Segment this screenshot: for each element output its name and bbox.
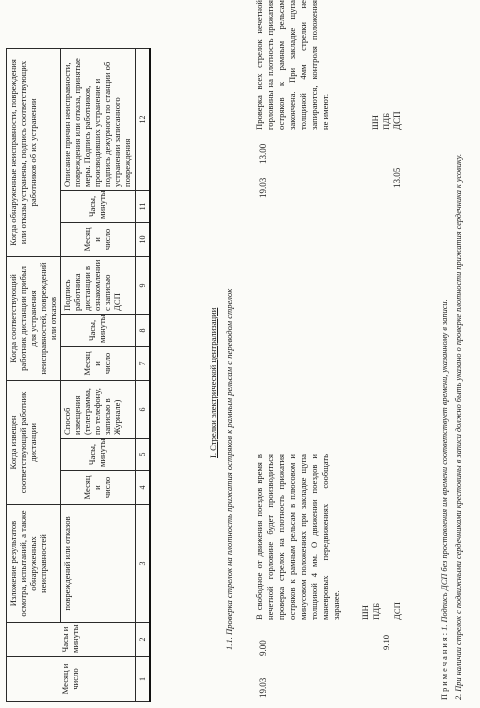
done-time: 13.00 bbox=[258, 143, 268, 164]
entry-date: 19.03 bbox=[258, 677, 268, 698]
signature-shn: ШН bbox=[360, 605, 370, 620]
header-arrived: Когда соответствующий работник дистанции прибыл для устранения неисправностей, повреждений или отказов bbox=[7, 256, 61, 380]
header-row-1 bbox=[7, 48, 61, 701]
note-2: 2. При наличии стрелок с подвижными сердечниками крестовины в записи должно быть указано о проверке плотности прижатия сердечника к усовику. bbox=[454, 153, 463, 700]
header-arrived-time: Часы, минуты bbox=[61, 314, 135, 346]
column-number: 9 bbox=[135, 256, 150, 314]
notes-first bbox=[440, 299, 449, 700]
column-number: 12 bbox=[135, 48, 150, 190]
notes-second bbox=[454, 154, 463, 700]
entry-signatures bbox=[360, 602, 403, 650]
section-title: I. Стрелки электрической централизации bbox=[208, 307, 218, 458]
column-number: 7 bbox=[135, 346, 150, 380]
result-signature-pdb: ПДБ bbox=[380, 112, 391, 130]
column-number-row bbox=[135, 48, 150, 701]
entry-text: В свободное от движения поездов время в нечетной горловине будет производиться проверка стрелок на плотность прижатия остряков к рамным рельсам в плюсовом и минусовом положениях при закладке щупа толщиной 4 мм. О движении поездов и маневровых передвижениях сообщать заранее. bbox=[254, 454, 341, 620]
column-number: 8 bbox=[135, 314, 150, 346]
column-number: 1 bbox=[135, 657, 150, 702]
sign-time: 13.05 bbox=[392, 167, 402, 188]
note-1: 1. Подпись ДСП без проставления им времени соответствует времени, указанному в записи. bbox=[440, 299, 449, 631]
header-time: Часы и минуты bbox=[7, 623, 136, 657]
column-number: 11 bbox=[135, 190, 150, 222]
sign-role: ДСП bbox=[392, 111, 402, 130]
column-number: 3 bbox=[135, 505, 150, 623]
done-date: 19.03 bbox=[258, 177, 268, 198]
signature-time: 9.10 bbox=[381, 634, 392, 650]
result-text: Проверка всех стрелок нечетной горловины на плотность прижатия остряков к рамным рельсам закончена. При закладке щупа толщиной 4мм стрелки не запираются, контроля положения не имеют. bbox=[254, 0, 330, 130]
header-notified: Когда извещен соответствующий работник дистанции bbox=[7, 380, 61, 504]
header-notified-time: Часы, минуты bbox=[61, 439, 135, 471]
notes-label: П р и м е ч а н и я : bbox=[440, 632, 449, 700]
header-description-top: Изложение результатов осмотра, испытаний, а также обнаруженных неисправностей bbox=[7, 505, 61, 623]
signature-pdb: ПДБ bbox=[370, 602, 381, 620]
subsection-title: 1.1. Проверка стрелок на плотность прижатия остряков к рамным рельсам с переводом стрелок bbox=[224, 288, 234, 650]
result-signatures bbox=[370, 113, 391, 130]
header-fixed-date: Месяц и число bbox=[61, 222, 135, 256]
header-fixed-description: Описание причин неисправности, повреждения или отказа, принятые меры. Подпись работников, производивших устранение и подпись дежурного по станции об устранении записанного повреждения bbox=[61, 48, 135, 190]
header-arrived-date: Месяц и число bbox=[61, 346, 135, 380]
header-notified-date: Месяц и число bbox=[61, 471, 135, 505]
header-arrived-sign: Подпись работника дистанции в ознакомлении с записью ДСП bbox=[61, 256, 135, 314]
column-number: 10 bbox=[135, 222, 150, 256]
header-fixed-time: Часы, минуты bbox=[61, 190, 135, 222]
result-signature-shn: ШН bbox=[370, 115, 380, 130]
signature-dsp: ДСП bbox=[392, 602, 403, 620]
column-number: 4 bbox=[135, 471, 150, 505]
header-fixed: Когда обнаруженные неисправности, повреждения или отказы устранены, подпись соответствующих работников об их устранении bbox=[7, 48, 61, 256]
column-number: 6 bbox=[135, 380, 150, 438]
header-notified-method: Способ извещения (телеграмма, по телефону, записью в Журнале) bbox=[61, 380, 135, 438]
column-number: 5 bbox=[135, 439, 150, 471]
header-row-2 bbox=[61, 48, 135, 701]
header-date: Месяц и число bbox=[7, 657, 136, 702]
header-description-bottom: повреждений или отказов bbox=[61, 505, 135, 623]
column-number: 2 bbox=[135, 623, 150, 657]
entry-time: 9.00 bbox=[258, 640, 268, 656]
